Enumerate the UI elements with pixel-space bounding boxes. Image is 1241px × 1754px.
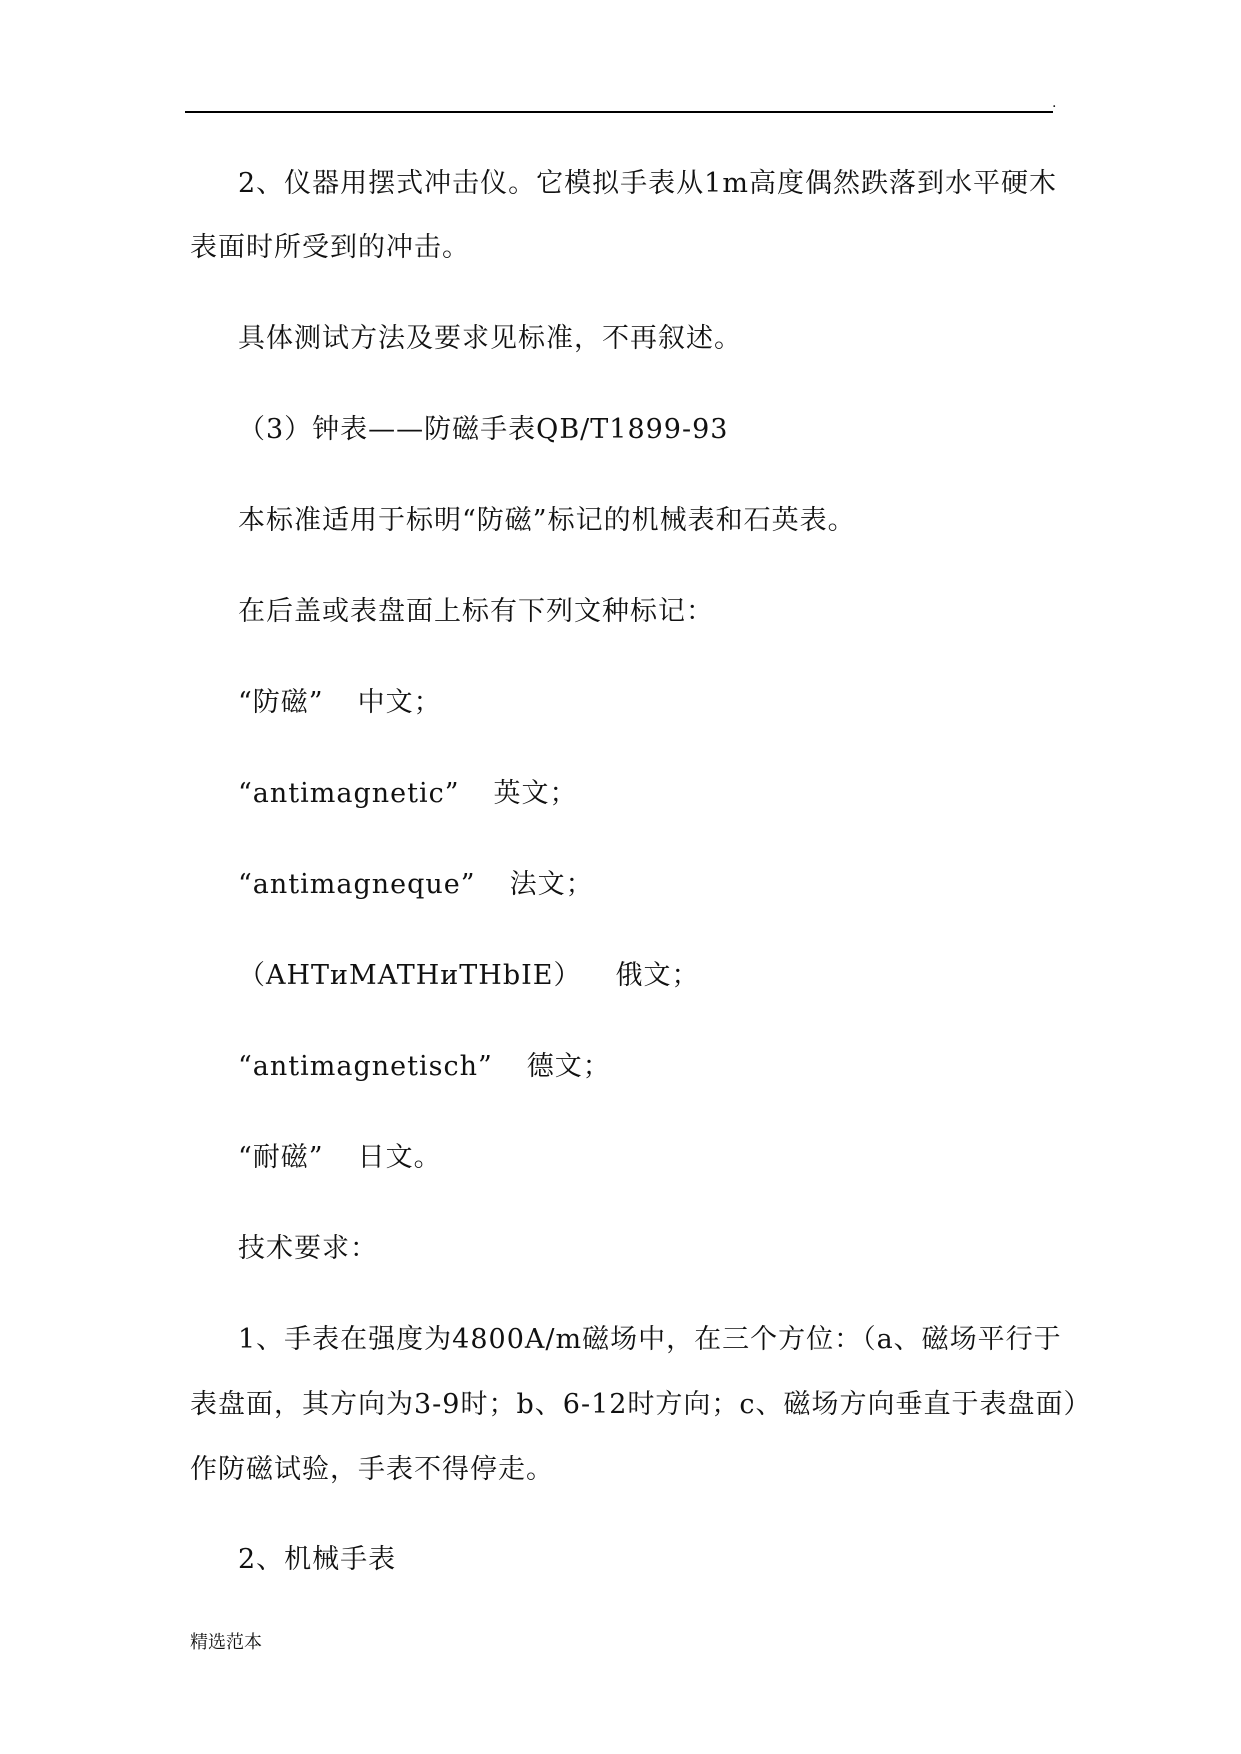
mark-item [238,960,699,992]
mark-item [238,1142,442,1174]
mark-item [238,869,594,901]
header-mark: . [1052,95,1057,111]
mark-term: “防磁” [238,687,324,718]
technical-requirements-heading: 技术要求： [238,1233,378,1264]
requirement-1-line-3: 作防磁试验，手表不得停走。 [190,1454,554,1485]
requirement-1-line-2: 表盘面，其方向为3-9时；b、6-12时方向；c、磁场方向垂直于表盘面） [190,1389,1092,1420]
paragraph-scope: 本标准适用于标明“防磁”标记的机械表和石英表。 [238,505,856,536]
footer-label: 精选范本 [190,1632,262,1653]
mark-term: “antimagneque” [238,869,476,900]
mark-term: （AHTиMATHиTHbIE） [238,960,582,991]
mark-language: 日文。 [357,1142,442,1173]
mark-language: 俄文； [615,960,700,991]
mark-term: “antimagnetisch” [238,1051,493,1082]
paragraph-marks-intro: 在后盖或表盘面上标有下列文种标记： [238,596,714,627]
mark-item [238,1051,611,1083]
paragraph-2: 具体测试方法及要求见标准，不再叙述。 [238,323,742,354]
mark-language: 德文； [526,1051,611,1082]
mark-item [238,778,578,810]
requirement-1-line-1: 1、手表在强度为4800A/m磁场中，在三个方位：（a、磁场平行于 [238,1324,1062,1355]
header-rule [185,111,1053,113]
mark-item [238,687,442,719]
paragraph-1-line-1: 2、仪器用摆式冲击仪。它模拟手表从1m高度偶然跌落到水平硬木 [238,168,1057,199]
paragraph-1-line-2: 表面时所受到的冲击。 [190,232,470,263]
mark-language: 中文； [357,687,442,718]
mark-language: 英文； [493,778,578,809]
mark-term: “耐磁” [238,1142,324,1173]
mark-language: 法文； [509,869,594,900]
mark-term: “antimagnetic” [238,778,460,809]
standard-heading: （3）钟表——防磁手表QB/T1899-93 [238,414,729,445]
requirement-2-heading: 2、机械手表 [238,1544,397,1575]
